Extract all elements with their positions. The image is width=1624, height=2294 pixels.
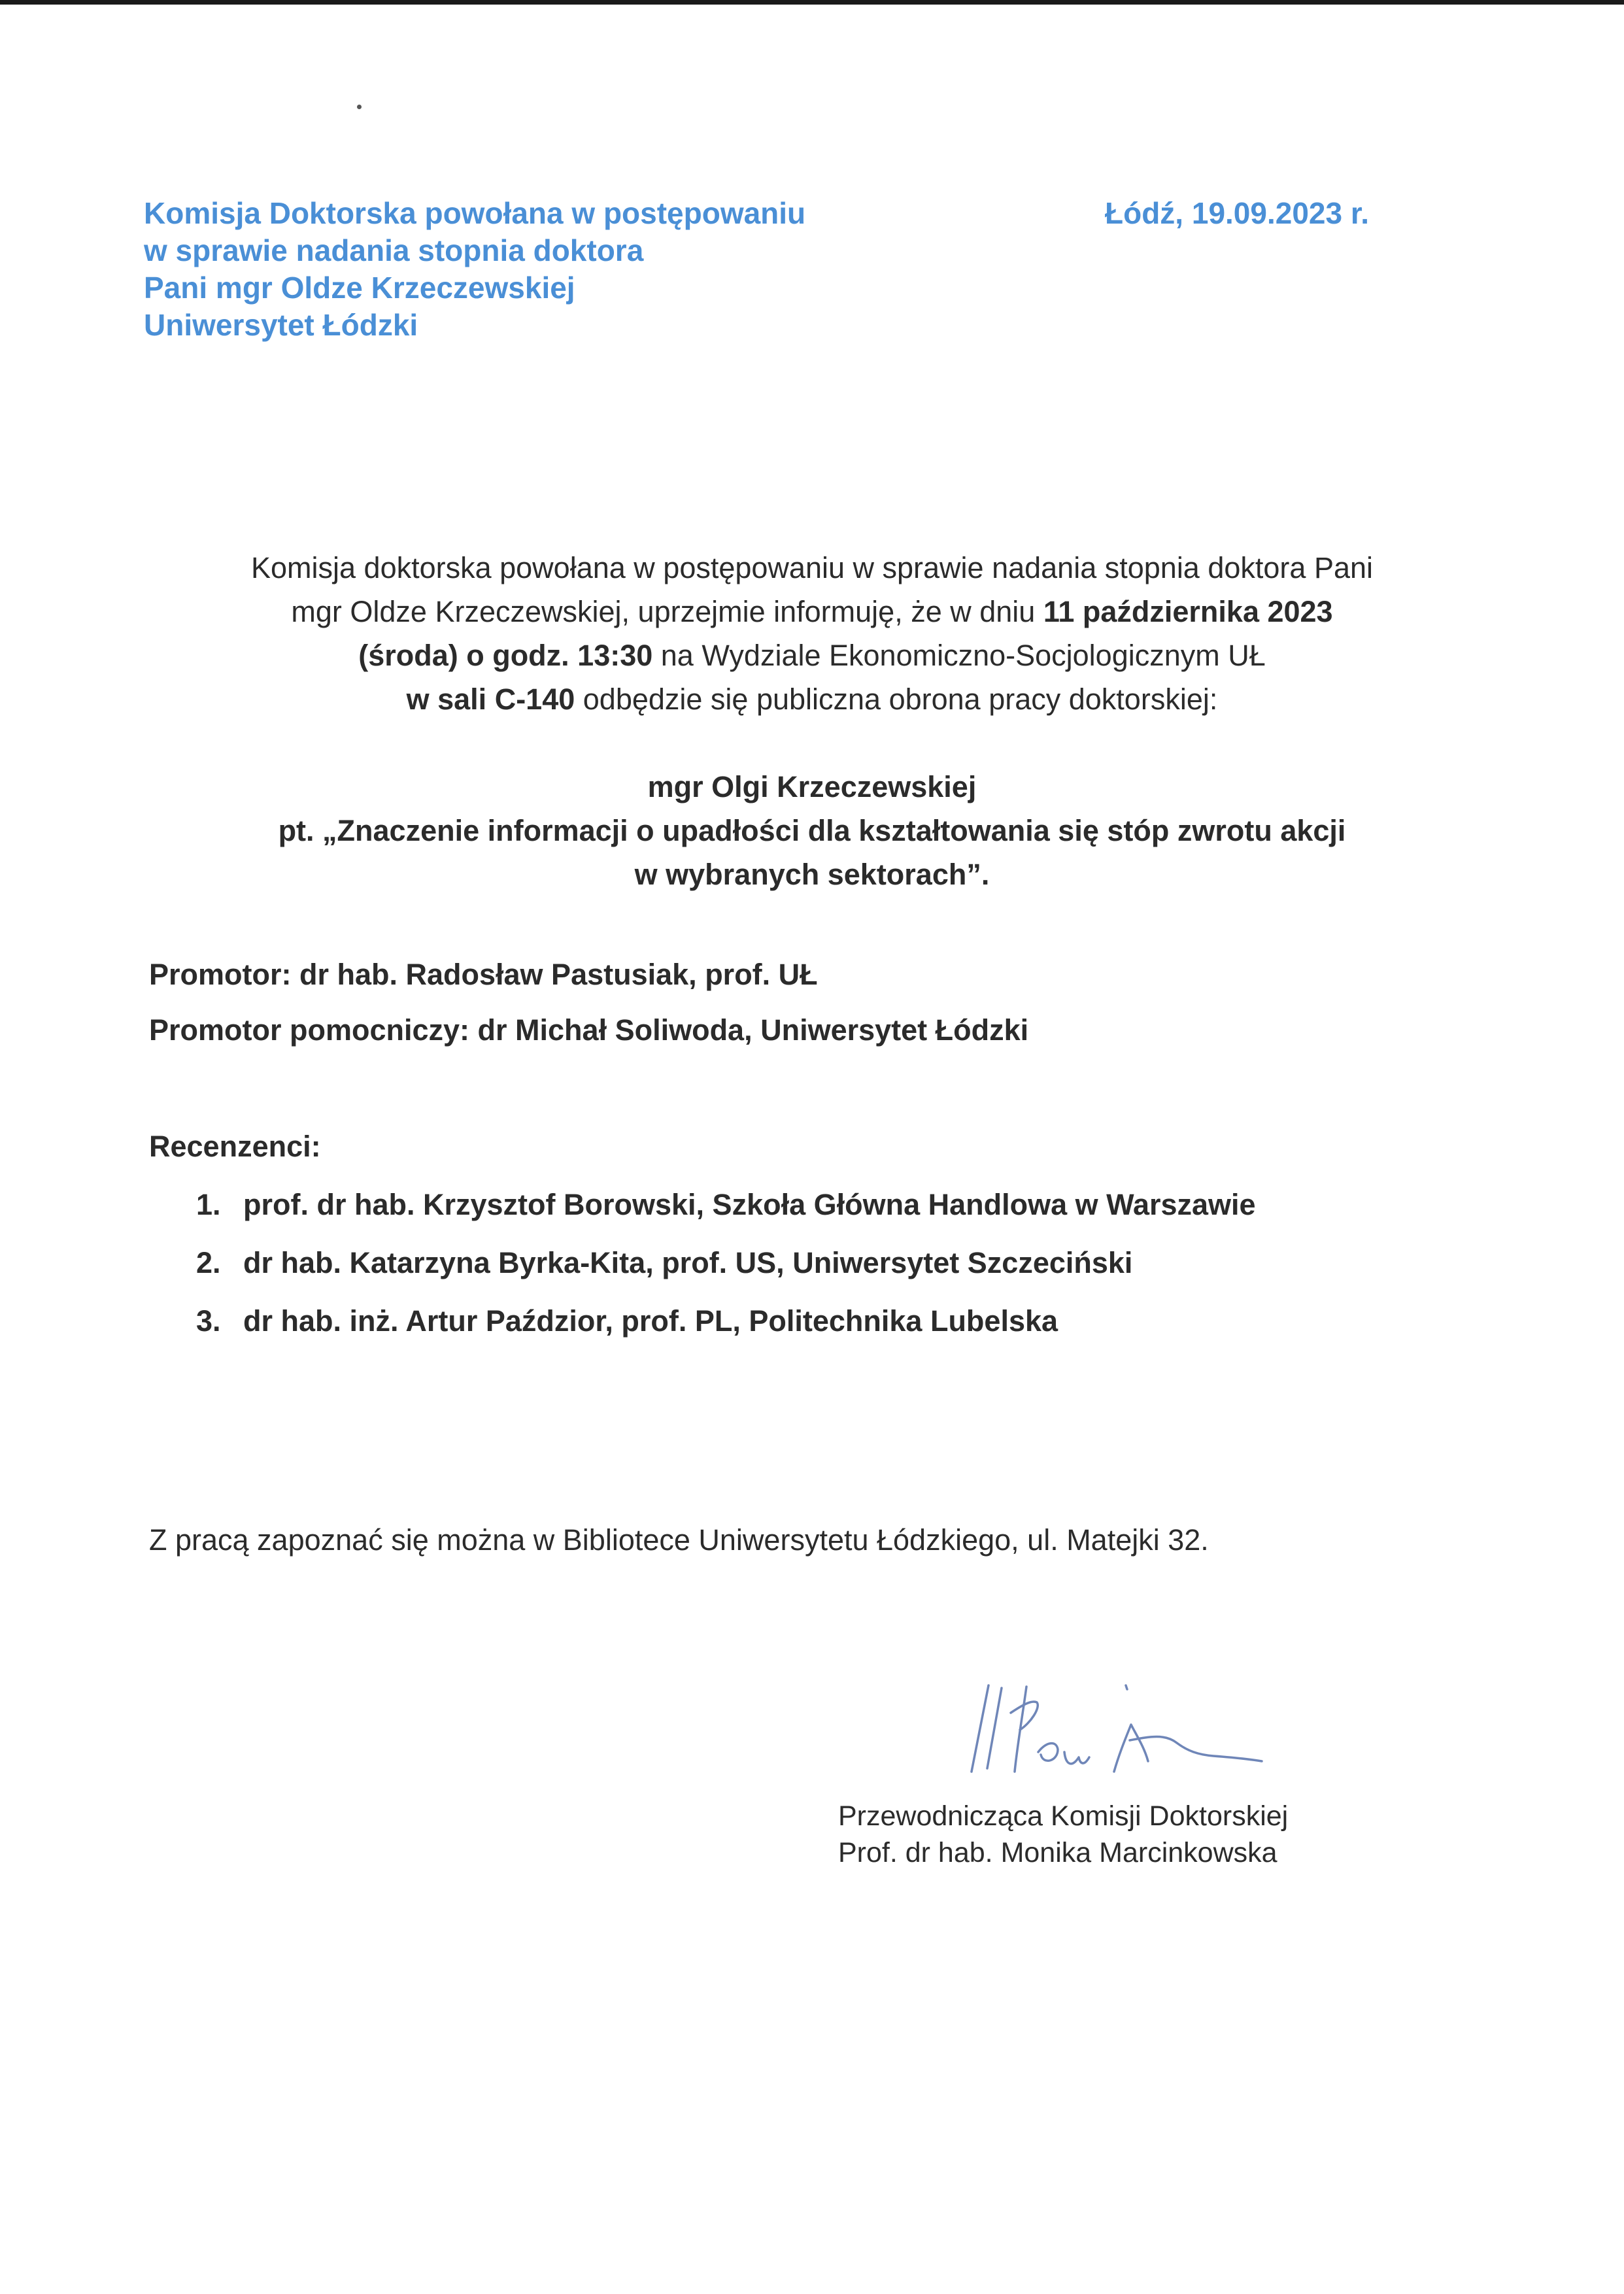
signatory-name: Prof. dr hab. Monika Marcinkowska <box>838 1837 1277 1868</box>
announcement-line: w sali C-140 odbędzie się publiczna obrona pracy doktorskiej: <box>406 683 1218 716</box>
announcement-line: Komisja doktorska powołana w postępowaniu w sprawie nadania stopnia doktora Pani <box>250 551 1374 584</box>
defense-room: w sali C-140 <box>406 683 575 716</box>
reviewers-list <box>196 1175 1256 1350</box>
scan-speck <box>357 105 362 109</box>
thesis-block <box>131 765 1493 896</box>
defense-time: (środa) o godz. 13:30 <box>358 639 653 672</box>
letter-date: Łódź, 19.09.2023 r. <box>1105 196 1370 230</box>
list-item: 1. prof. dr hab. Krzysztof Borowski, Szkoła Główna Handlowa w Warszawie <box>196 1188 1256 1221</box>
signatory-role: Przewodnicząca Komisji Doktorskiej <box>838 1800 1289 1832</box>
header-line: Pani mgr Oldze Krzeczewskiej <box>144 271 575 305</box>
list-item: 2. dr hab. Katarzyna Byrka-Kita, prof. US, Uniwersytet Szczeciński <box>196 1246 1133 1279</box>
handwritten-signature <box>955 1674 1294 1804</box>
signatory-block <box>838 1798 1288 1871</box>
assistant-promotor-line: Promotor pomocniczy: dr Michał Soliwoda, Uniwersytet Łódzki <box>149 1013 1029 1047</box>
header-line: w sprawie nadania stopnia doktora <box>144 233 644 267</box>
scan-top-edge <box>0 0 1624 5</box>
header-line: Komisja Doktorska powołana w postępowaniu <box>144 196 806 230</box>
thesis-title-continued: w wybranych sektorach”. <box>634 858 990 891</box>
announcement-line: mgr Oldze Krzeczewskiej, uprzejmie informuję, że w dniu 11 października 2023 <box>291 595 1333 628</box>
defense-date: 11 października 2023 <box>1043 595 1333 628</box>
letter-header <box>144 195 805 344</box>
closing-note: Z pracą zapoznać się można w Bibliotece Uniwersytetu Łódzkiego, ul. Matejki 32. <box>149 1523 1209 1557</box>
list-item: 3. dr hab. inż. Artur Paździor, prof. PL, Politechnika Lubelska <box>196 1304 1058 1338</box>
promotor-line: Promotor: dr hab. Radosław Pastusiak, prof. UŁ <box>149 958 818 991</box>
reviewers-heading: Recenzenci: <box>149 1130 321 1163</box>
thesis-author: mgr Olgi Krzeczewskiej <box>647 770 977 803</box>
thesis-title: pt. „Znaczenie informacji o upadłości dla kształtowania się stóp zwrotu akcji <box>278 814 1346 847</box>
header-line: Uniwersytet Łódzki <box>144 308 418 342</box>
announcement-paragraph <box>131 546 1493 721</box>
announcement-line: (środa) o godz. 13:30 na Wydziale Ekonomiczno-Socjologicznym UŁ <box>358 639 1266 672</box>
